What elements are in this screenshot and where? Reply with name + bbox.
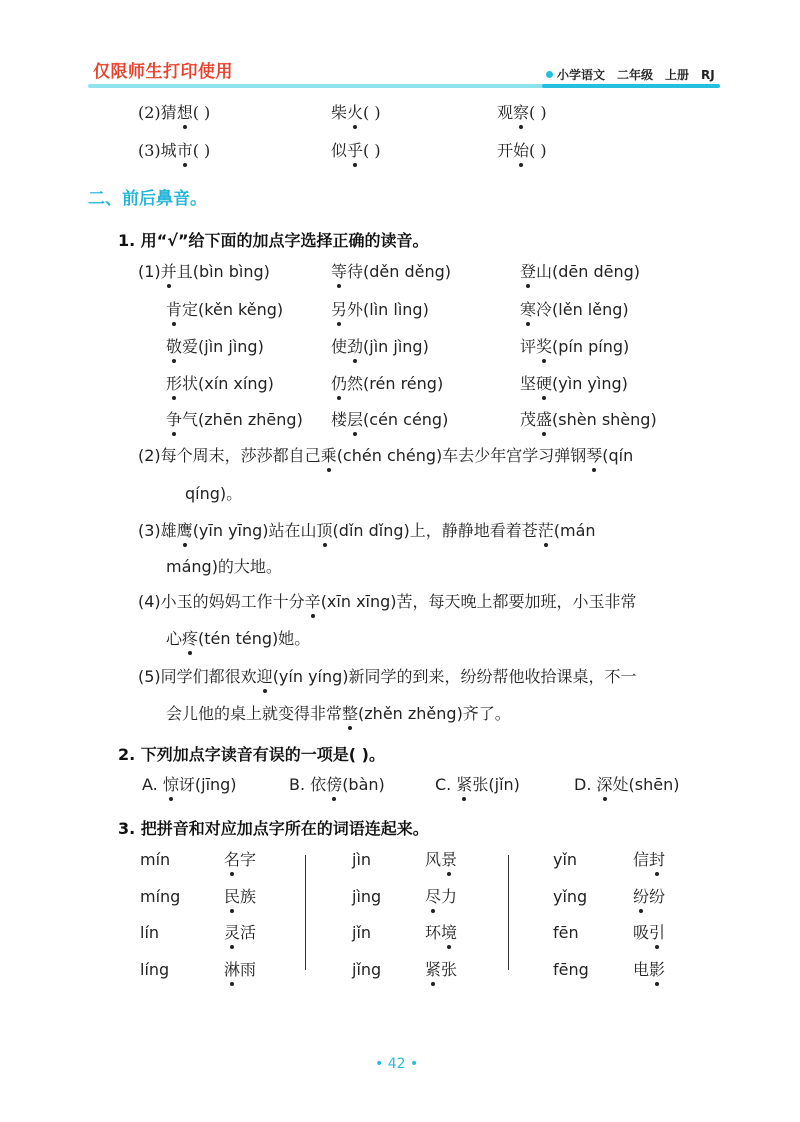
text-run: (2)每个周末，莎莎都自己 — [138, 446, 321, 465]
pinyin-choice-item — [520, 410, 657, 430]
pinyin-options: (rén réng) — [363, 374, 444, 393]
sentence-line — [138, 667, 637, 687]
pinyin-choice-item — [331, 262, 451, 282]
text-run: (bàn) — [342, 775, 385, 794]
emphasized-char: 层 — [347, 410, 364, 429]
emphasized-char: 景 — [441, 850, 458, 869]
word-blank-item — [138, 141, 210, 161]
pinyin-options: (xín xíng) — [198, 374, 274, 393]
option-label: C. — [435, 775, 457, 794]
pinyin-text: jìn — [352, 850, 372, 869]
emphasized-char: 顶 — [316, 521, 333, 540]
option-c — [435, 775, 520, 795]
sentence-line — [138, 592, 637, 612]
pinyin-choice-item — [166, 374, 274, 394]
pinyin-item — [352, 887, 381, 907]
emphasized-char: 等 — [331, 262, 348, 281]
pinyin-item — [553, 960, 589, 980]
pinyin-text: yǐng — [553, 887, 588, 906]
bullet-dot-icon — [546, 71, 553, 78]
emphasized-char: 民 — [224, 887, 241, 906]
text-run: 火 — [347, 103, 364, 122]
text-run: 市 — [176, 141, 193, 160]
text-run: 状 — [182, 374, 199, 393]
sentence-line — [166, 629, 310, 649]
pinyin-choice-item — [166, 410, 303, 430]
option-label: B. — [289, 775, 311, 794]
text-run: (xīn xīng)苦，每天晚上都要加班，小玉非常 — [320, 592, 637, 611]
text-run: 力 — [441, 887, 458, 906]
text-run: ( ) — [192, 103, 211, 122]
word-item — [425, 960, 457, 980]
pinyin-options: (pín píng) — [552, 337, 630, 356]
pinyin-options: (jìn jìng) — [198, 337, 264, 356]
pinyin-options: (shèn shèng) — [552, 410, 657, 429]
option-b — [289, 775, 385, 795]
text-run: ( ) — [192, 141, 211, 160]
text-run: (2) — [138, 103, 161, 122]
text-run: 柴 — [331, 103, 348, 122]
watermark-title: 仅限师生打印使用 — [93, 62, 233, 82]
pinyin-item — [553, 923, 579, 943]
word-item — [224, 887, 256, 907]
text-run: 山 — [536, 262, 553, 281]
word-blank-item — [331, 141, 381, 161]
text-run: 猜 — [160, 103, 177, 122]
emphasized-char: 肯 — [166, 300, 183, 319]
pinyin-options: (zhēn zhēng) — [198, 410, 303, 429]
emphasized-char: 惊 — [162, 775, 179, 794]
text-run: (3)雄 — [138, 521, 177, 540]
text-run: (yín yíng)新同学的到来，纷纷帮他收拾课桌，不一 — [272, 667, 637, 686]
text-run: 会儿他的桌上就变得非常 — [166, 704, 343, 723]
emphasized-char: 形 — [166, 374, 183, 393]
emphasized-char: 敬 — [166, 337, 183, 356]
emphasized-char: 争 — [166, 410, 183, 429]
emphasized-char: 劲 — [347, 337, 364, 356]
emphasized-char: 迎 — [256, 667, 273, 686]
text-run: (3) — [138, 141, 161, 160]
text-run: 开 — [497, 141, 514, 160]
text-run: (1) — [138, 262, 161, 281]
pinyin-options: (yìn yìng) — [552, 374, 628, 393]
text-run: 城 — [160, 141, 177, 160]
pinyin-text: jǐng — [352, 960, 382, 979]
pinyin-options: (lìn lìng) — [363, 300, 429, 319]
pinyin-text: fēn — [553, 923, 579, 942]
grade-label: 二年级 — [617, 68, 654, 82]
text-run: 冷 — [536, 300, 553, 319]
word-item — [633, 887, 665, 907]
emphasized-char: 辛 — [304, 592, 321, 611]
emphasized-char: 整 — [342, 704, 359, 723]
word-item — [425, 923, 457, 943]
text-run: 观 — [497, 103, 514, 122]
emphasized-char: 紧 — [425, 960, 442, 979]
text-run: (yīn yīng)站在山 — [192, 521, 317, 540]
text-run: 字 — [240, 850, 257, 869]
word-item — [224, 923, 256, 943]
text-run: ( ) — [529, 141, 547, 160]
text-run: 外 — [347, 300, 364, 319]
pinyin-choice-item — [166, 300, 283, 320]
text-run: (tén téng)她。 — [198, 629, 311, 648]
text-run: (chén chéng)车去少年宫学习弹钢 — [336, 446, 587, 465]
emphasized-char: 纷 — [633, 887, 650, 906]
sentence-line — [138, 446, 633, 466]
pinyin-choice-item — [331, 374, 443, 394]
pinyin-item — [553, 887, 587, 907]
text-run: 使 — [331, 337, 348, 356]
pinyin-item — [352, 960, 381, 980]
text-run: 想 — [176, 103, 193, 122]
pinyin-item — [140, 923, 159, 943]
word-item — [425, 850, 457, 870]
emphasized-char: 琴 — [586, 446, 603, 465]
emphasized-char: 傍 — [326, 775, 343, 794]
text-run: 爱 — [182, 337, 199, 356]
sentence-line — [166, 704, 511, 724]
option-a — [142, 775, 237, 795]
text-run: ( ) — [363, 103, 381, 122]
text-run: 定 — [182, 300, 199, 319]
text-run: 张 — [472, 775, 489, 794]
section-title: 二、前后鼻音。 — [88, 189, 207, 209]
emphasized-char: 名 — [224, 850, 241, 869]
emphasized-char: 疼 — [182, 629, 199, 648]
text-run: ( ) — [529, 103, 547, 122]
text-run: (dǐn dǐng)上，静静地看着苍 — [332, 521, 538, 540]
emphasized-char: 寒 — [520, 300, 537, 319]
word-item — [224, 960, 256, 980]
text-run: (shēn) — [628, 775, 680, 794]
text-run: 处 — [612, 775, 629, 794]
text-run: 讶 — [178, 775, 195, 794]
text-run: 乎 — [347, 141, 364, 160]
text-run: 似 — [331, 141, 348, 160]
pinyin-choice-item — [166, 337, 264, 357]
emphasized-char: 淋 — [224, 960, 241, 979]
emphasized-char: 深 — [596, 775, 613, 794]
emphasized-char: 硬 — [536, 374, 553, 393]
word-item — [633, 850, 665, 870]
text-run: (5)同学们都很欢 — [138, 667, 257, 686]
text-run: 活 — [240, 923, 257, 942]
pinyin-text: fēng — [553, 960, 589, 979]
text-run: 待 — [347, 262, 364, 281]
pinyin-text: yǐn — [553, 850, 578, 869]
volume-label: 上册 — [665, 68, 690, 82]
pinyin-text: lín — [140, 923, 160, 942]
emphasized-char: 鹰 — [176, 521, 193, 540]
text-run: 信 — [633, 850, 650, 869]
question-3-title: 3. 把拼音和对应加点字所在的词语连起来。 — [118, 819, 429, 838]
text-run: 心 — [166, 629, 183, 648]
pinyin-item — [352, 923, 371, 943]
emphasized-char: 境 — [441, 923, 458, 942]
text-run: (zhěn zhěng)齐了。 — [358, 704, 511, 723]
word-blank-item — [497, 103, 547, 123]
text-run: 吸 — [633, 923, 650, 942]
pinyin-item — [140, 850, 170, 870]
text-run: (4)小玉的妈妈工作十分 — [138, 592, 305, 611]
emphasized-char: 奖 — [536, 337, 553, 356]
emphasized-char: 灵 — [224, 923, 241, 942]
text-run: 纷 — [649, 887, 666, 906]
emphasized-char: 尽 — [425, 887, 442, 906]
pinyin-choice-item — [520, 374, 628, 394]
pinyin-options: (cén céng) — [363, 410, 449, 429]
pinyin-options: (bìn bìng) — [192, 262, 270, 281]
pinyin-item — [352, 850, 371, 870]
option-d — [574, 775, 679, 795]
text-run: 电 — [633, 960, 650, 979]
emphasized-char: 紧 — [456, 775, 473, 794]
emphasized-char: 引 — [649, 923, 666, 942]
pinyin-options: (děn děng) — [363, 262, 452, 281]
group-divider-2 — [508, 855, 509, 970]
text-run: qíng)。 — [185, 484, 243, 503]
pinyin-text: líng — [140, 960, 170, 979]
pinyin-options: (lěn lěng) — [552, 300, 629, 319]
pinyin-item — [140, 960, 169, 980]
book-info — [546, 66, 715, 83]
sentence-line — [185, 484, 242, 504]
subject-label: 小学语文 — [557, 68, 606, 82]
emphasized-char: 另 — [331, 300, 348, 319]
text-run: (mán — [553, 521, 596, 540]
text-run: 雨 — [240, 960, 257, 979]
pinyin-text: mín — [140, 850, 171, 869]
emphasized-char: 登 — [520, 262, 537, 281]
word-item — [224, 850, 256, 870]
word-blank-item — [497, 141, 547, 161]
pinyin-text: jǐn — [352, 923, 372, 942]
question-1-title: 1. 用“√”给下面的加点字选择正确的读音。 — [118, 231, 429, 250]
text-run: 楼 — [331, 410, 348, 429]
text-run: (jǐn) — [488, 775, 520, 794]
sentence-line — [166, 557, 282, 577]
text-run: 且 — [176, 262, 193, 281]
word-blank-item — [331, 103, 381, 123]
emphasized-char: 影 — [649, 960, 666, 979]
word-item — [633, 923, 665, 943]
option-label: D. — [574, 775, 597, 794]
text-run: (qín — [602, 446, 634, 465]
pinyin-text: jìng — [352, 887, 382, 906]
edition-label: RJ — [701, 68, 715, 82]
pinyin-options: (jìn jìng) — [363, 337, 429, 356]
pinyin-choice-item — [331, 337, 429, 357]
pinyin-choice-item — [331, 410, 448, 430]
text-run: ( ) — [363, 141, 381, 160]
text-run: máng)的大地。 — [166, 557, 282, 576]
text-run: 族 — [240, 887, 257, 906]
pinyin-choice-item — [520, 262, 640, 282]
pinyin-text: míng — [140, 887, 181, 906]
pinyin-options: (kěn kěng) — [198, 300, 284, 319]
word-blank-item — [138, 103, 210, 123]
word-item — [633, 960, 665, 980]
pinyin-item — [553, 850, 577, 870]
word-item — [425, 887, 457, 907]
pinyin-choice-item — [520, 337, 629, 357]
pinyin-choice-item — [520, 300, 629, 320]
text-run: (jīng) — [194, 775, 237, 794]
emphasized-char: 茫 — [537, 521, 554, 540]
question-2-title: 2. 下列加点字读音有误的一项是( )。 — [118, 745, 385, 764]
text-run: 张 — [441, 960, 458, 979]
emphasized-char: 封 — [649, 850, 666, 869]
text-run: 气 — [182, 410, 199, 429]
emphasized-char: 盛 — [536, 410, 553, 429]
sentence-line — [138, 521, 596, 541]
option-label: A. — [142, 775, 163, 794]
header-divider-accent — [542, 84, 720, 88]
pinyin-choice-item — [138, 262, 270, 282]
text-run: 然 — [347, 374, 364, 393]
pinyin-choice-item — [331, 300, 429, 320]
text-run: 风 — [425, 850, 442, 869]
text-run: 环 — [425, 923, 442, 942]
text-run: 察 — [513, 103, 530, 122]
emphasized-char: 仍 — [331, 374, 348, 393]
emphasized-char: 乘 — [320, 446, 337, 465]
group-divider-1 — [305, 855, 306, 970]
text-run: 评 — [520, 337, 537, 356]
pinyin-item — [140, 887, 180, 907]
page-number: • 42 • — [375, 1056, 419, 1072]
text-run: 依 — [310, 775, 327, 794]
emphasized-char: 并 — [160, 262, 177, 281]
pinyin-options: (dēn dēng) — [552, 262, 641, 281]
text-run: 坚 — [520, 374, 537, 393]
text-run: 始 — [513, 141, 530, 160]
text-run: 茂 — [520, 410, 537, 429]
